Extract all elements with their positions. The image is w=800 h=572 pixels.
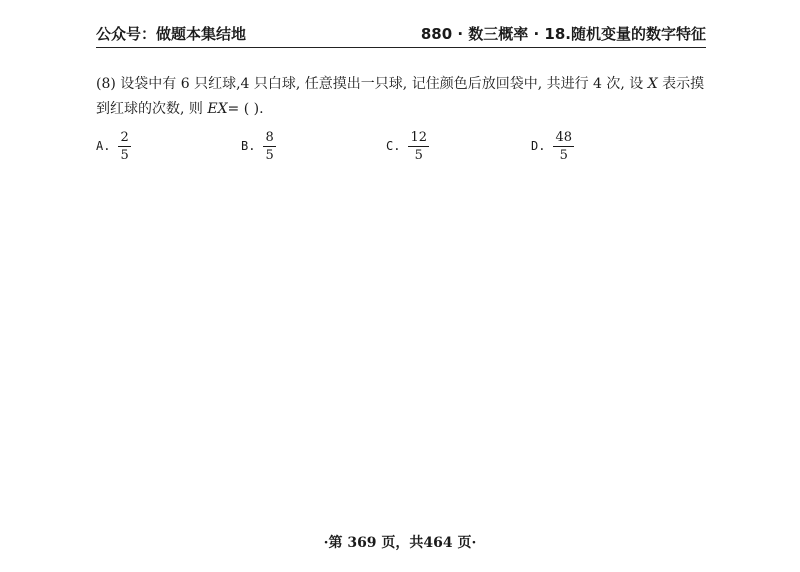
fraction-denominator: 5 (559, 147, 568, 163)
fraction-numerator: 8 (265, 129, 274, 145)
question-text-part2: 表示摸到红球的次数, 则 (96, 76, 705, 117)
option-letter: D. (531, 139, 546, 153)
fraction-denominator: 5 (265, 147, 274, 163)
option-fraction (263, 130, 275, 163)
option-fraction (408, 130, 429, 163)
question-text-part3: = ( ). (227, 101, 264, 117)
header-source: 公众号：做题本集结地 (96, 24, 247, 43)
option-a[interactable] (96, 128, 131, 164)
option-letter: C. (386, 139, 401, 153)
fraction-denominator: 5 (120, 147, 129, 163)
fraction-numerator: 2 (120, 129, 129, 145)
question-variable: X (647, 76, 658, 92)
fraction-numerator: 48 (555, 129, 572, 145)
answer-options (96, 128, 706, 164)
option-d[interactable] (531, 128, 574, 164)
page-header (96, 20, 706, 46)
question-text-part1: (8) 设袋中有 6 只红球,4 只白球, 任意摸出一只球, 记住颜色后放回袋中, 共进行 4 次, 设 (96, 76, 648, 92)
option-letter: A. (96, 139, 111, 153)
option-b[interactable] (241, 128, 276, 164)
fraction-numerator: 12 (410, 129, 427, 145)
question-text (96, 72, 708, 122)
option-c[interactable] (386, 128, 429, 164)
header-chapter: 880 · 数三概率 · 18.随机变量的数字特征 (420, 24, 706, 43)
option-fraction (553, 130, 574, 163)
page-footer: ·第 369 页，共464 页· (323, 535, 477, 551)
option-letter: B. (241, 139, 256, 153)
header-rule (96, 47, 706, 48)
option-fraction (118, 130, 130, 163)
fraction-denominator: 5 (414, 147, 423, 163)
question-expression: EX (207, 101, 228, 117)
